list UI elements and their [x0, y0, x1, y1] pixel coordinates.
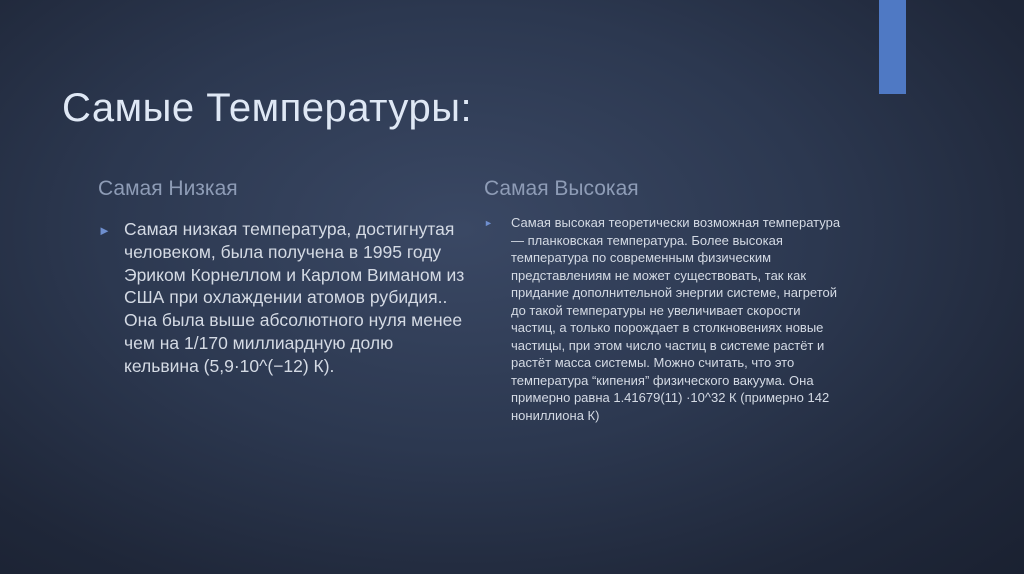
left-bullet: [98, 218, 478, 378]
left-bullet-text: Самая низкая температура, достигнутая человеком, была получена в 1995 году Эриком Корнеллом и Карлом Виманом из США при охлаждении атомов рубидия.. Она была выше абсолютного нуля менее чем на 1/170 миллиардную долю кельвина (5,9·10^(−12) К).: [124, 219, 465, 376]
accent-bar: [879, 0, 906, 94]
slide-title: Самые Температуры:: [62, 86, 473, 130]
right-column-heading: Самая Высокая: [484, 177, 639, 200]
right-bullet: [484, 214, 844, 424]
left-column-heading: Самая Низкая: [98, 177, 238, 200]
triangle-right-icon: ►: [484, 218, 493, 228]
right-bullet-text: Самая высокая теоретически возможная температура — планковская температура. Более высокая температура по современным физическим представлениям не может существовать, так как придание дополнительной энергии системе, нагретой до такой температуры не увеличивает скорости частиц, а только порождает в столкновениях новые частицы, при этом число частиц в системе растёт и растёт масса системы. Можно считать, что это температура “кипения” физического вакуума. Она примерно равна 1.41679(11) ·10^32 К (примерно 142 нониллиона К): [511, 215, 841, 423]
triangle-right-icon: ►: [98, 223, 111, 238]
